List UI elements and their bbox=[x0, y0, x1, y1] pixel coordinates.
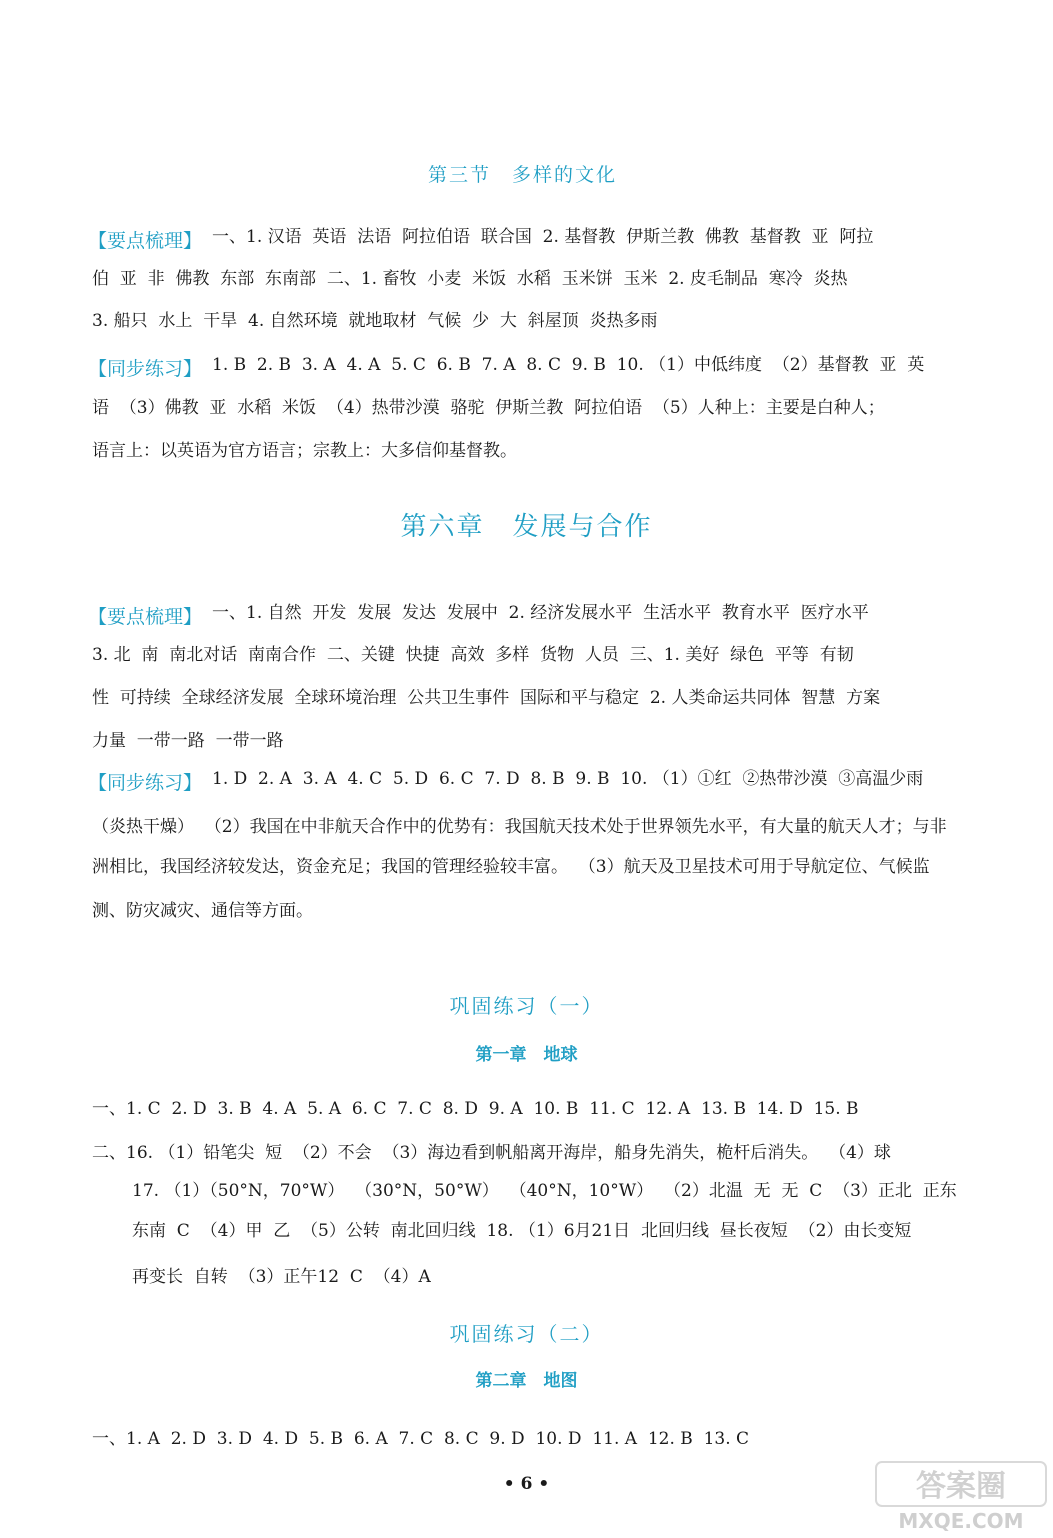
c6-practice-line: 洲相比，我国经济较发达，资金充足；我国的管理经验较丰富。 （3）航天及卫星技术可用于导航定位、气候监 bbox=[92, 857, 930, 877]
chapter-title: 第六章 发展与合作 bbox=[400, 512, 653, 542]
review-title: 巩固练习（一） bbox=[449, 994, 604, 1018]
c6-practice-line: 1. D 2. A 3. A 4. C 5. D 6. C 7. D 8. B 9. B 10. （1）①红 ②热带沙漠 ③高温少雨 bbox=[212, 769, 924, 789]
c6-practice-line: 测、防灾减灾、通信等方面。 bbox=[92, 901, 313, 921]
s3-keypoints-line: 3. 船只 水上 干旱 4. 自然环境 就地取材 气候 少 大 斜屋顶 炎热多雨 bbox=[92, 311, 658, 331]
s3-practice-line: 语言上：以英语为官方语言；宗教上：大多信仰基督教。 bbox=[92, 441, 517, 461]
watermark-label: 答案圈 bbox=[916, 1469, 1006, 1504]
practice-tag: 【同步练习】 bbox=[88, 772, 203, 794]
review-title: 巩固练习（二） bbox=[449, 1322, 604, 1346]
c6-keypoints-line: 3. 北 南 南北对话 南南合作 二、关键 快捷 高效 多样 货物 人员 三、1. 美好 绿色 平等 有韧 bbox=[92, 645, 854, 665]
s3-practice-line: 语 （3）佛教 亚 水稻 米饭 （4）热带沙漠 骆驼 伊斯兰教 阿拉伯语 （5）人种上：主要是白种人； bbox=[92, 398, 885, 418]
c6-keypoints-line: 性 可持续 全球经济发展 全球环境治理 公共卫生事件 国际和平与稳定 2. 人类命运共同体 智慧 方案 bbox=[92, 688, 881, 708]
c6-practice-line: （炎热干燥） （2）我国在中非航天合作中的优势有：我国航天技术处于世界领先水平，有大量的航天人才；与非 bbox=[92, 817, 947, 837]
c6-keypoints-line: 力量 一带一路 一带一路 bbox=[92, 731, 284, 751]
review-line: 一、1. A 2. D 3. D 4. D 5. B 6. A 7. C 8. C 9. D 10. D 11. A 12. B 13. C bbox=[92, 1429, 750, 1449]
key-points-tag: 【要点梳理】 bbox=[88, 230, 203, 252]
s3-keypoints-line: 一、1. 汉语 英语 法语 阿拉伯语 联合国 2. 基督教 伊斯兰教 佛教 基督教 亚 阿拉 bbox=[212, 227, 874, 247]
s3-keypoints-line: 伯 亚 非 佛教 东部 东南部 二、1. 畜牧 小麦 米饭 水稻 玉米饼 玉米 2. 皮毛制品 寒冷 炎热 bbox=[92, 269, 848, 289]
review-line: 再变长 自转 （3）正午12 C （4）A bbox=[132, 1267, 431, 1287]
key-points-tag: 【要点梳理】 bbox=[88, 606, 203, 628]
page-number: • 6 • bbox=[503, 1474, 550, 1494]
section-title: 第三节 多样的文化 bbox=[428, 164, 618, 186]
review-line: 17. （1）（50°N，70°W） （30°N，50°W） （40°N，10°W） （2）北温 无 无 C （3）正北 正东 bbox=[132, 1181, 957, 1201]
review-subtitle: 第二章 地图 bbox=[475, 1371, 578, 1391]
review-subtitle: 第一章 地球 bbox=[475, 1045, 578, 1065]
practice-tag: 【同步练习】 bbox=[88, 358, 203, 380]
review-line: 二、16. （1）铅笔尖 短 （2）不会 （3）海边看到帆船离开海岸，船身先消失，桅杆后消失。 （4）球 bbox=[92, 1143, 891, 1163]
c6-keypoints-line: 一、1. 自然 开发 发展 发达 发展中 2. 经济发展水平 生活水平 教育水平 医疗水平 bbox=[212, 603, 869, 623]
s3-practice-line: 1. B 2. B 3. A 4. A 5. C 6. B 7. A 8. C 9. B 10. （1）中低纬度 （2）基督教 亚 英 bbox=[212, 355, 925, 375]
watermark-logo bbox=[872, 1458, 1050, 1534]
review-line: 东南 C （4）甲 乙 （5）公转 南北回归线 18. （1）6月21日 北回归线 昼长夜短 （2）由长变短 bbox=[132, 1221, 912, 1241]
watermark-url: MXQE.COM bbox=[898, 1509, 1024, 1533]
review-line: 一、1. C 2. D 3. B 4. A 5. A 6. C 7. C 8. D 9. A 10. B 11. C 12. A 13. B 14. D 15. B bbox=[92, 1099, 859, 1119]
watermark-icon bbox=[872, 1458, 1050, 1534]
